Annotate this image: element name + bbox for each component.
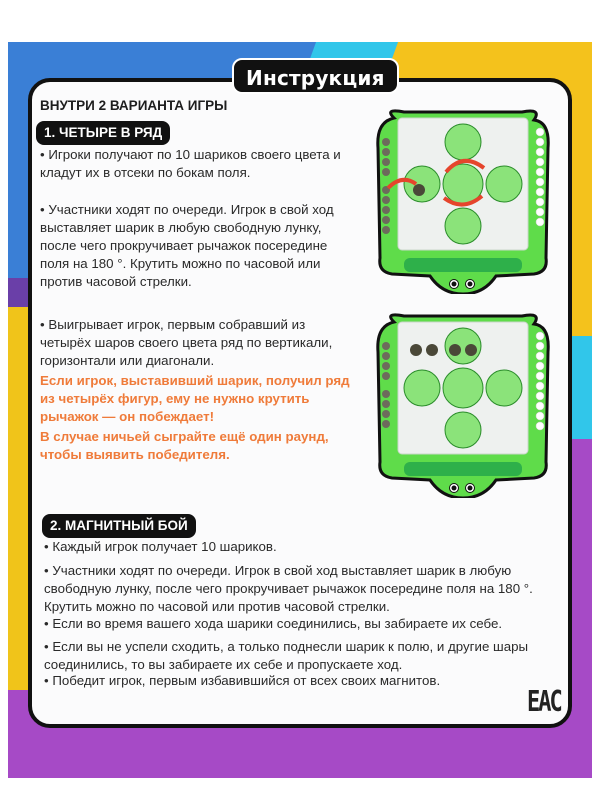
rule-paragraph: • Выигрывает игрок, первым собравший из четырёх шаров своего цвета ряд по вертикали, горизонтали или диагонали. xyxy=(40,317,333,368)
rule-paragraph: • Участники ходят по очереди. Игрок в свой ход выставляет шарик в любую свободную лунку, после чего прокручивает рычажок посередине поля на 180 °. Крутить можно по часовой или против часовой стрелки. xyxy=(44,563,533,614)
section-title-four-in-row: 1. ЧЕТЫРЕ В РЯД xyxy=(36,121,170,145)
section-title-magnetic-battle: 2. МАГНИТНЫЙ БОЙ xyxy=(42,514,196,538)
rule-paragraph: • Игроки получают по 10 шариков своего цвета и кладут их в отсеки по бокам поля. xyxy=(40,147,341,180)
board-four-in-row-illustration xyxy=(374,312,552,498)
rule-paragraph: • Если вы не успели сходить, а только поднесли шарик к полю, и другие шары соединились, то вы забираете их себе и пропускаете ход. xyxy=(44,639,529,672)
rule-paragraph: • Если во время вашего хода шарики соединились, вы забираете их себе. xyxy=(44,616,503,631)
page-title: Инструкция xyxy=(232,58,399,94)
rule-paragraph: • Каждый игрок получает 10 шариков. xyxy=(44,539,277,554)
rule-paragraph: • Участники ходят по очереди. Игрок в свой ход выставляет шарик в любую свободную лунку, после чего прокручивает рычажок посередине поля на 180 °. Крутить можно по часовой или против часовой стрелки. xyxy=(40,202,334,289)
board-rotation-illustration xyxy=(374,108,552,294)
rule-paragraph: • Победит игрок, первым избавившийся от всех своих магнитов. xyxy=(44,673,441,688)
eac-certification-mark: EAC xyxy=(527,686,561,719)
intro-heading: ВНУТРИ 2 ВАРИАНТА ИГРЫ xyxy=(40,98,228,113)
highlight-paragraph: В случае ничьей сыграйте ещё один раунд, чтобы выявить победителя. xyxy=(40,429,329,462)
highlight-paragraph: Если игрок, выставивший шарик, получил ряд из четырёх фигур, ему не нужно крутить рычажок — он побеждает! xyxy=(40,373,350,424)
